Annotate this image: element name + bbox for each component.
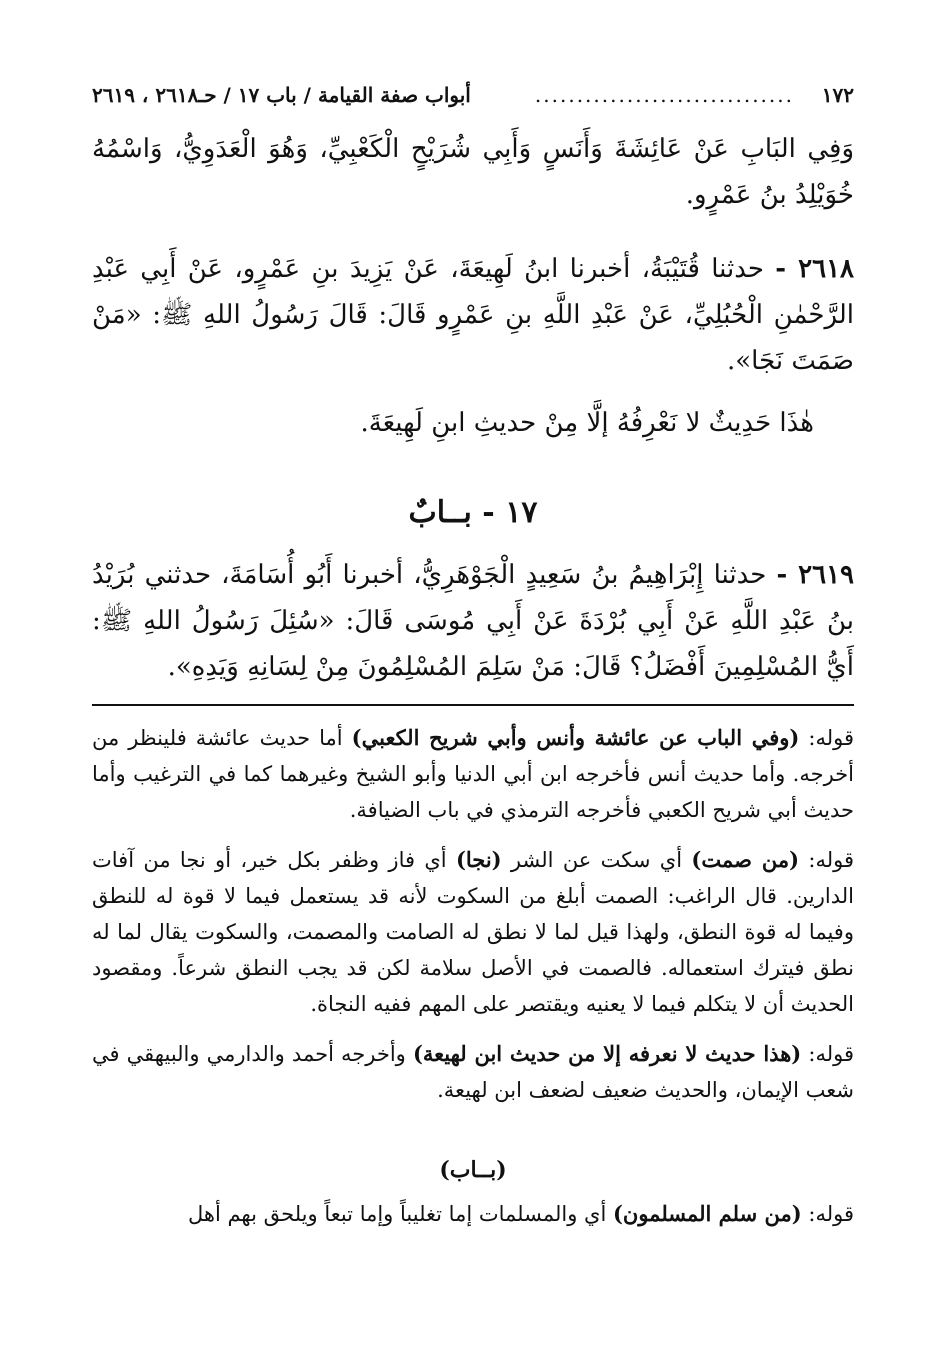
note-quote: (من صمت) [691,847,800,872]
note-quote: (وفي الباب عن عائشة وأنس وأبي شريح الكعبي) [351,725,800,750]
note-lead: قوله: [799,726,854,750]
hadith-text: حدثنا قُتَيْبَةُ، أخبرنا ابنُ لَهِيعَةَ، عَنْ يَزِيدَ بنِ عَمْرٍو، عَنْ أَبِي عَبْدِ الرَّحْمٰنِ الْحُبُلِيِّ، عَنْ عَبْدِ اللَّهِ بنِ عَمْرٍو قَالَ: قَالَ رَسُولُ اللهِ ﷺ: «مَنْ صَمَتَ نَجَا». [92,254,854,376]
note-text: أي سكت عن الشر [501,848,692,872]
note-text: وأخرجه أحمد والدارمي والبيهقي في شعب الإيمان، والحديث ضعيف لضعف ابن لهيعة. [92,1042,854,1102]
chapter-title: ١٧ - بــابٌ [408,495,538,530]
footnote-divider [92,704,854,706]
note-text: أي فاز وظفر بكل خير، أو نجا من آفات الدارين. قال الراغب: الصمت أبلغ من السكوت لأنه قد يستعمل فيما لا قوة له للنطق وفيما له قوة النطق، ولهذا قيل لما لا نطق له الصامت والمصمت، والسكوت يقال لما له نطق فيترك استعماله. فالصمت في الأصل سلامة لكن قد يجب النطق شرعاً. ومقصود الحديث أن لا يتكلم فيما لا يعنيه ويقتصر على المهم ففيه النجاة. [92,848,854,1016]
commentary-note [92,842,854,1022]
note-text: أي والمسلمات إما تغليباً وإما تبعاً ويلحق بهم أهل [187,1202,613,1226]
commentary-note [92,720,854,828]
main-text [92,126,854,690]
commentary-chapter-title: (بــاب) [439,1157,507,1183]
page-number: ١٧٢ [821,83,854,107]
running-title: أبواب صفة القيامة / باب ١٧ / حـ٢٦١٨ ، ٢٦١٩ [92,83,471,107]
header-leader-dots: ............................... [534,83,794,107]
note-lead: قوله: [799,848,855,872]
note-quote: (هذا حديث لا نعرفه إلا من حديث ابن لهيعة) [412,1041,802,1066]
commentary-note [92,1196,854,1232]
note-quote: (من سلم المسلمون) [612,1201,802,1226]
note-lead: قوله: [801,1042,854,1066]
hadith-2619 [92,552,854,690]
note-quote: (نجا) [455,847,502,872]
hadith-number: ٢٦١٨ - [775,254,855,284]
paragraph-fil-bab: وَفِي البَابِ عَنْ عَائِشَةَ وَأَنَسٍ وَأَبِي شُرَيْحٍ الْكَعْبِيِّ، وَهُوَ الْعَدَوِيُّ، وَاسْمُهُ خُوَيْلِدُ بنُ عَمْرٍو. [92,134,854,210]
note-text: أما حديث عائشة فلينظر من أخرجه. وأما حديث أنس فأخرجه ابن أبي الدنيا وأبو الشيخ وغيرهما كما في الترغيب وأما حديث أبي شريح الكعبي فأخرجه الترمذي في باب الضيافة. [92,726,854,822]
note-lead: قوله: [801,1202,854,1226]
hadith-number: ٢٦١٩ - [776,560,855,590]
commentary-note [92,1036,854,1108]
hadith-text: حدثنا إِبْرَاهِيمُ بنُ سَعِيدٍ الْجَوْهَرِيُّ، أخبرنا أَبُو أُسَامَةَ، حدثني بُرَيْدُ بنُ عَبْدِ اللَّهِ عَنْ أَبِي بُرْدَةَ عَنْ أَبِي مُوسَى قَالَ: «سُئِلَ رَسُولُ اللهِ ﷺ: أَيُّ المُسْلِمِينَ أَفْضَلُ؟ قَالَ: مَنْ سَلِمَ المُسْلِمُونَ مِنْ لِسَانِهِ وَيَدِهِ». [92,560,854,682]
hadith-comment: هٰذَا حَدِيثٌ لا نَعْرِفُهُ إلَّا مِنْ حديثِ ابنِ لَهِيعَةَ. [360,408,814,438]
commentary [92,720,854,1232]
hadith-2618 [92,246,854,384]
page-header [92,78,854,112]
book-page [92,78,854,1232]
